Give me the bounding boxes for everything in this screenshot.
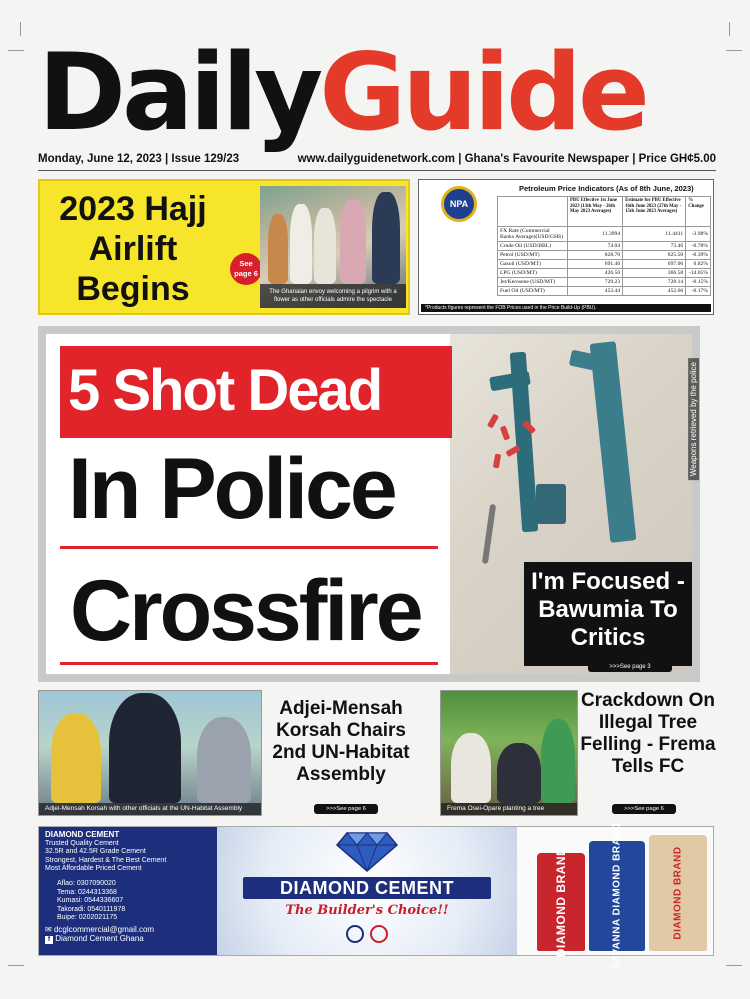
table-row bbox=[498, 269, 711, 278]
table-cell: -14.05% bbox=[686, 269, 711, 278]
ad-facebook: Diamond Cement Ghana bbox=[55, 933, 144, 943]
crop-mark bbox=[716, 22, 730, 36]
shell-shape bbox=[493, 454, 501, 469]
npa-logo: NPA bbox=[441, 186, 477, 222]
table-cell: 729.23 bbox=[568, 278, 623, 287]
email-icon: ✉ bbox=[45, 924, 54, 934]
masthead bbox=[38, 31, 718, 154]
habitat-photo bbox=[38, 690, 262, 816]
table-cell: 73.46 bbox=[623, 242, 686, 251]
ad-line: 32.5R and 42.5R Grade Cement bbox=[45, 848, 146, 856]
ad-line: Strongest, Hardest & The Best Cement bbox=[45, 856, 167, 864]
person-figure bbox=[372, 192, 400, 284]
divider bbox=[60, 662, 438, 665]
rifle-shape bbox=[590, 341, 637, 543]
phone-contact: Aflao: 0307090020 bbox=[57, 879, 116, 887]
habitat-story[interactable] bbox=[38, 690, 426, 818]
newspaper-logo bbox=[38, 31, 718, 154]
petroleum-price-box bbox=[418, 179, 714, 315]
crop-mark bbox=[8, 50, 24, 64]
table-cell: 697.06 bbox=[623, 260, 686, 269]
date-issue: Monday, June 12, 2023 | Issue 129/23 bbox=[38, 153, 240, 165]
cement-bag bbox=[649, 835, 707, 951]
table-cell: -0.15% bbox=[686, 278, 711, 287]
certification-icon bbox=[346, 925, 364, 943]
dateline bbox=[38, 153, 716, 165]
table-cell: FX Rate (Commercial Banks Average)(USD/GHS) bbox=[498, 227, 568, 242]
ad-brand-panel bbox=[217, 827, 517, 955]
petroleum-footnote: *Products figures represent the FOB Prices used in the Price Build-Up (PBU). bbox=[421, 304, 711, 312]
photo-caption: Adjei-Mensah Korsah with other officials at the UN-Habitat Assembly bbox=[39, 803, 261, 815]
table-cell: -0.39% bbox=[686, 251, 711, 260]
table-cell: -0.78% bbox=[686, 242, 711, 251]
ad-facebook-row bbox=[45, 935, 211, 944]
facebook-icon: f bbox=[45, 936, 53, 944]
table-cell: -0.17% bbox=[686, 287, 711, 296]
table-header: PBU Effective 1st June 2023 (13th May - 26th May 2023 Averages) bbox=[568, 197, 623, 227]
divider bbox=[38, 170, 716, 171]
bawumia-story-box[interactable]: I'm Focused - Bawumia To Critics bbox=[524, 562, 692, 666]
table-cell: 452.66 bbox=[623, 287, 686, 296]
table-header: Estimate for PBU Effective 16th June 2023 (27th May - 15th June 2023 Averages) bbox=[623, 197, 686, 227]
phone-contact: Tema: 0244313368 bbox=[57, 888, 117, 896]
ad-info-panel bbox=[39, 827, 217, 955]
phone-contact: Takoradi: 0540111978 bbox=[57, 905, 126, 913]
petroleum-table bbox=[497, 196, 711, 296]
table-cell: 453.44 bbox=[568, 287, 623, 296]
table-cell: 0.82% bbox=[686, 260, 711, 269]
logo-daily: Daily bbox=[38, 31, 320, 154]
table-cell: 691.40 bbox=[568, 260, 623, 269]
see-page-link[interactable]: >>>See page 6 bbox=[314, 804, 378, 814]
shell-shape bbox=[487, 413, 499, 428]
ad-banner: DIAMOND CEMENT bbox=[243, 877, 491, 899]
cement-bags bbox=[517, 822, 713, 970]
certification-logos bbox=[343, 925, 391, 945]
person-figure bbox=[51, 713, 101, 803]
see-page-badge: See page 6 bbox=[230, 253, 262, 285]
ad-line: Trusted Quality Cement bbox=[45, 839, 119, 847]
ad-email: dcglcommercial@gmail.com bbox=[53, 924, 155, 934]
table-cell: 366.58 bbox=[623, 269, 686, 278]
trees-story[interactable] bbox=[440, 690, 716, 818]
kicker-bar bbox=[60, 346, 452, 438]
hajj-photo bbox=[260, 186, 406, 308]
cement-bag bbox=[589, 822, 645, 970]
crop-mark bbox=[8, 965, 24, 979]
table-row bbox=[498, 251, 711, 260]
main-story[interactable] bbox=[38, 326, 700, 682]
divider bbox=[60, 546, 438, 549]
bag-label: DIAMOND BRAND bbox=[672, 846, 684, 940]
table-cell: -3.98% bbox=[686, 227, 711, 242]
table-row bbox=[498, 227, 711, 242]
photo-caption: Frema Osei-Opare planting a tree bbox=[441, 803, 577, 815]
diamond-icon bbox=[335, 831, 399, 873]
ad-slogan: The Builder's Choice!! bbox=[285, 903, 449, 918]
headline-line-2: Crossfire bbox=[70, 563, 421, 659]
pistol-shape bbox=[536, 484, 566, 524]
table-cell: LPG (USD/MT) bbox=[498, 269, 568, 278]
table-cell: 11.4411 bbox=[623, 227, 686, 242]
person-figure bbox=[314, 208, 336, 284]
see-page-link[interactable]: >>>See page 6 bbox=[612, 804, 676, 814]
cement-bag bbox=[537, 846, 585, 958]
petroleum-title: Petroleum Price Indicators (As of 8th June, 2023) bbox=[519, 184, 694, 193]
crop-mark bbox=[20, 22, 34, 36]
table-header: % Change bbox=[686, 197, 711, 227]
table-cell: 74.04 bbox=[568, 242, 623, 251]
table-cell: 728.14 bbox=[623, 278, 686, 287]
kicker-text: 5 Shot Dead bbox=[68, 358, 382, 423]
person-figure bbox=[197, 717, 251, 803]
table-row bbox=[498, 260, 711, 269]
headline-line-1: In Police bbox=[68, 441, 395, 537]
ad-line: Most Affordable Priced Cement bbox=[45, 865, 142, 873]
phone-contact: Kumasi: 0544336607 bbox=[57, 897, 124, 905]
crop-mark bbox=[726, 50, 742, 64]
hajj-headline: 2023 Hajj Airlift Begins bbox=[59, 190, 207, 308]
table-cell: 11.3994 bbox=[568, 227, 623, 242]
photo-caption: The Ghanaian envoy welcoming a pilgrim with a flower as other officials admire the spectacle bbox=[260, 284, 406, 308]
ad-brand: DIAMOND CEMENT bbox=[45, 830, 120, 839]
website-tagline-price: www.dailyguidenetwork.com | Ghana's Favourite Newspaper | Price GH¢5.00 bbox=[297, 153, 716, 165]
table-header bbox=[498, 197, 568, 227]
habitat-headline: Adjei-Mensah Korsah Chairs 2nd UN-Habitat Assembly bbox=[272, 698, 410, 785]
main-story-inner bbox=[46, 334, 698, 674]
table-row bbox=[498, 287, 711, 296]
person-figure bbox=[451, 733, 491, 803]
person-figure bbox=[340, 200, 366, 284]
phone-contact: Buipe: 0202021175 bbox=[57, 914, 118, 922]
ad-contacts bbox=[45, 880, 211, 923]
see-page-link[interactable]: >>>See page 3 bbox=[588, 662, 672, 672]
bag-label: SAVANNA DIAMOND BRAND bbox=[611, 822, 623, 970]
person-figure bbox=[541, 719, 575, 803]
crop-mark bbox=[726, 965, 742, 979]
person-figure bbox=[290, 204, 312, 284]
table-cell: Jet/Kerosene (USD/MT) bbox=[498, 278, 568, 287]
table-cell: 828.70 bbox=[568, 251, 623, 260]
certification-icon bbox=[370, 925, 388, 943]
table-header-row bbox=[498, 197, 711, 227]
trees-photo bbox=[440, 690, 578, 816]
shell-shape bbox=[500, 425, 510, 440]
table-cell: Crude Oil (USD/BBL) bbox=[498, 242, 568, 251]
table-cell: Petrol (USD/MT) bbox=[498, 251, 568, 260]
bag-label: DIAMOND BRAND bbox=[554, 846, 568, 958]
person-figure bbox=[109, 693, 181, 803]
photo-caption: Weapons retrieved by the police bbox=[688, 358, 699, 480]
table-cell: 426.50 bbox=[568, 269, 623, 278]
diamond-cement-ad[interactable] bbox=[38, 822, 714, 970]
hajj-story-box[interactable] bbox=[38, 179, 410, 315]
knife-shape bbox=[482, 504, 496, 564]
trees-headline: Crackdown On Illegal Tree Felling - Frema Tells FC bbox=[580, 690, 716, 777]
logo-guide: Guide bbox=[319, 31, 646, 154]
person-figure bbox=[268, 214, 288, 284]
table-cell: 825.50 bbox=[623, 251, 686, 260]
person-figure bbox=[497, 743, 541, 803]
table-cell: Gasoil (USD/MT) bbox=[498, 260, 568, 269]
table-cell: Fuel Oil (USD/MT) bbox=[498, 287, 568, 296]
table-row bbox=[498, 242, 711, 251]
table-row bbox=[498, 278, 711, 287]
